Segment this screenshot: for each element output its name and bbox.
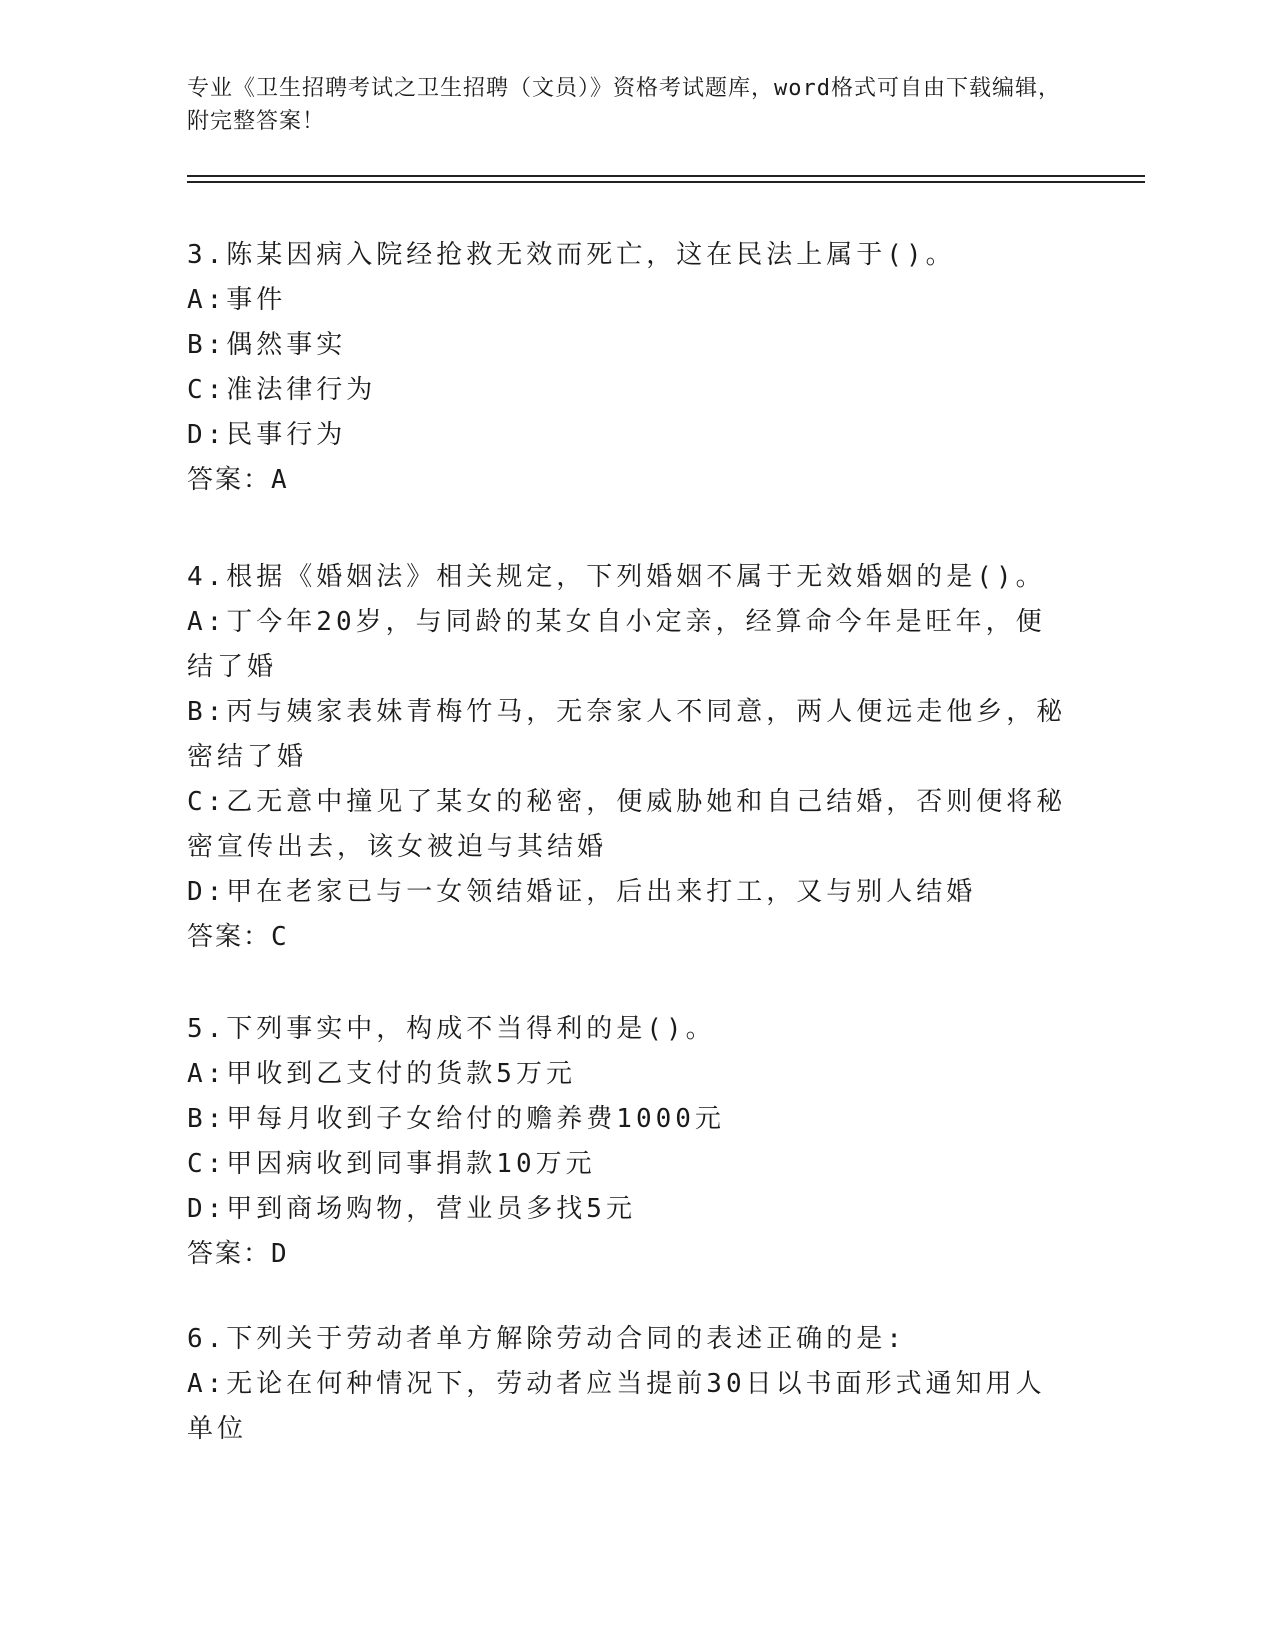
answer-line: 答案：A — [187, 465, 289, 495]
question-5 — [187, 1007, 1067, 1277]
header-divider-top — [187, 175, 1145, 177]
question-6 — [187, 1317, 1067, 1452]
option-b: B:丙与姨家表妹青梅竹马，无奈家人不同意，两人便远走他乡，秘密结了婚 — [187, 697, 1067, 772]
option-d: D:甲在老家已与一女领结婚证，后出来打工，又与别人结婚 — [187, 877, 977, 907]
option-d: D:民事行为 — [187, 420, 347, 450]
document-header: 专业《卫生招聘考试之卫生招聘（文员）》资格考试题库，word格式可自由下载编辑，附完整答案！ — [187, 76, 1061, 134]
question-stem: 4.根据《婚姻法》相关规定，下列婚姻不属于无效婚姻的是()。 — [187, 562, 1046, 592]
question-stem: 6.下列关于劳动者单方解除劳动合同的表述正确的是: — [187, 1324, 906, 1354]
option-c: C:甲因病收到同事捐款10万元 — [187, 1149, 596, 1179]
header-divider-bottom — [187, 181, 1145, 183]
answer-line: 答案：D — [187, 1239, 289, 1269]
option-b: B:偶然事实 — [187, 330, 347, 360]
answer-line: 答案：C — [187, 922, 289, 952]
option-a: A:无论在何种情况下，劳动者应当提前30日以书面形式通知用人单位 — [187, 1369, 1046, 1444]
question-stem: 3.陈某因病入院经抢救无效而死亡，这在民法上属于()。 — [187, 240, 956, 270]
question-3 — [187, 233, 1067, 503]
question-4 — [187, 555, 1067, 960]
option-a: A:甲收到乙支付的货款5万元 — [187, 1059, 576, 1089]
option-b: B:甲每月收到子女给付的赡养费1000元 — [187, 1104, 725, 1134]
option-a: A:事件 — [187, 285, 287, 315]
option-a: A:丁今年20岁，与同龄的某女自小定亲，经算命今年是旺年，便结了婚 — [187, 607, 1046, 682]
option-d: D:甲到商场购物，营业员多找5元 — [187, 1194, 636, 1224]
question-stem: 5.下列事实中，构成不当得利的是()。 — [187, 1014, 716, 1044]
option-c: C:准法律行为 — [187, 375, 377, 405]
option-c: C:乙无意中撞见了某女的秘密，便威胁她和自己结婚，否则便将秘密宣传出去，该女被迫与其结婚 — [187, 787, 1067, 862]
